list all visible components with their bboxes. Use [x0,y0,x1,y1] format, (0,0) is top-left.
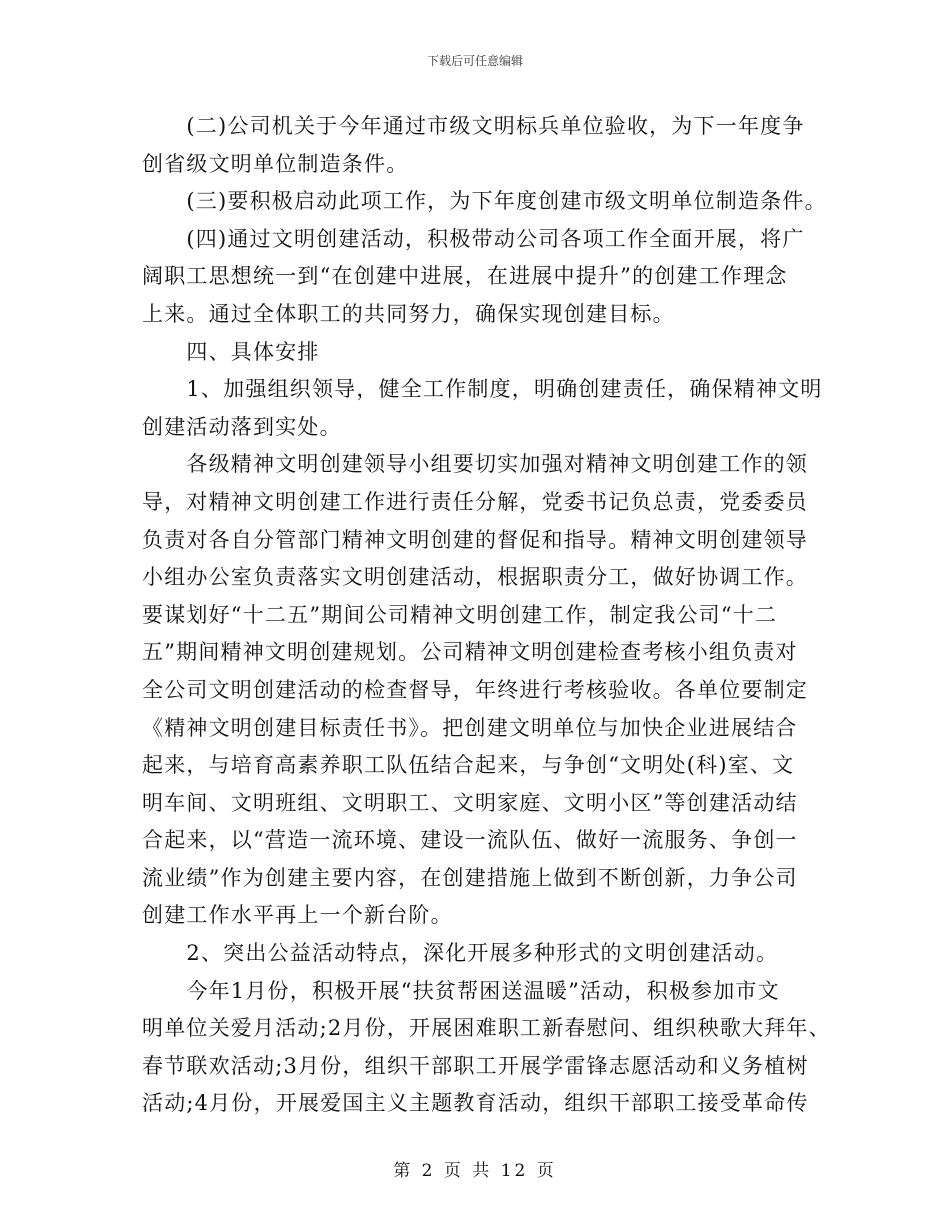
text-line: (二)公司机关于今年通过市级文明标兵单位验收，为下一年度争 [142,114,805,138]
text-line: 1、加强组织领导，健全工作制度，明确创建责任，确保精神文明 [142,377,823,402]
text-line: 负责对各自分管部门精神文明创建的督促和指导。精神文明创建领导 [142,527,808,552]
text-line: 明车间、文明班组、文明职工、文明家庭、文明小区”等创建活动结 [142,790,798,815]
text-line: 阔职工思想统一到“在创建中进展，在进展中提升”的创建工作理念 [142,264,788,289]
section-heading: 四、具体安排 [142,339,320,364]
text-line: 创建工作水平再上一个新台阶。 [142,903,453,928]
text-line: 创建活动落到实处。 [142,414,342,439]
text-line: 《精神文明创建目标责任书》。把创建文明单位与加快企业进展结合 [142,715,798,740]
text-line: 2、突出公益活动特点，深化开展多种形式的文明创建活动。 [142,941,779,966]
text-line: 导，对精神文明创建工作进行责任分解，党委书记负总责，党委委员 [142,489,808,514]
text-line: 创省级文明单位制造条件。 [142,151,409,176]
text-line: 起来，与培育高素养职工队伍结合起来，与争创“文明处(科)室、文 [142,753,795,778]
text-line: 春节联欢活动;3月份，组织干部职工开展学雷锋志愿活动和义务植树 [142,1053,809,1078]
text-line: 全公司文明创建活动的检查督导，年终进行考核验收。各单位要制定 [142,677,808,702]
text-line: 各级精神文明创建领导小组要切实加强对精神文明创建工作的领 [142,452,808,477]
document-body [142,108,831,1123]
text-line: (三)要积极启动此项工作，为下年度创建市级文明单位制造条件。 [142,189,827,214]
text-line: 明单位关爱月活动;2月份，开展困难职工新春慰问、组织秧歌大拜年、 [142,1016,831,1041]
page-header: 下载后可任意编辑 [426,54,523,68]
text-line: 流业绩”作为创建主要内容，在创建措施上做到不断创新，力争公司 [142,865,798,890]
text-line: 小组办公室负责落实文明创建活动，根据职责分工，做好协调工作。 [142,565,808,590]
page-footer: 第 2 页 共 12 页 [393,1161,557,1181]
text-line: 要谋划好“十二五”期间公司精神文明创建工作，制定我公司“十二 [142,602,778,627]
text-line: (四)通过文明创建活动，积极带动公司各项工作全面开展，将广 [142,226,805,251]
text-block [142,108,831,1123]
text-line: 上来。通过全体职工的共同努力，确保实现创建目标。 [142,301,675,326]
text-line: 合起来，以“营造一流环境、建设一流队伍、做好一流服务、争创一 [142,828,798,853]
text-line: 活动;4月份，开展爱国主义主题教育活动，组织干部职工接受革命传 [142,1091,809,1116]
text-line: 五”期间精神文明创建规划。公司精神文明创建检查考核小组负责对 [142,640,798,665]
text-line: 今年1月份，积极开展“扶贫帮困送温暖”活动，积极参加市文 [142,978,780,1003]
